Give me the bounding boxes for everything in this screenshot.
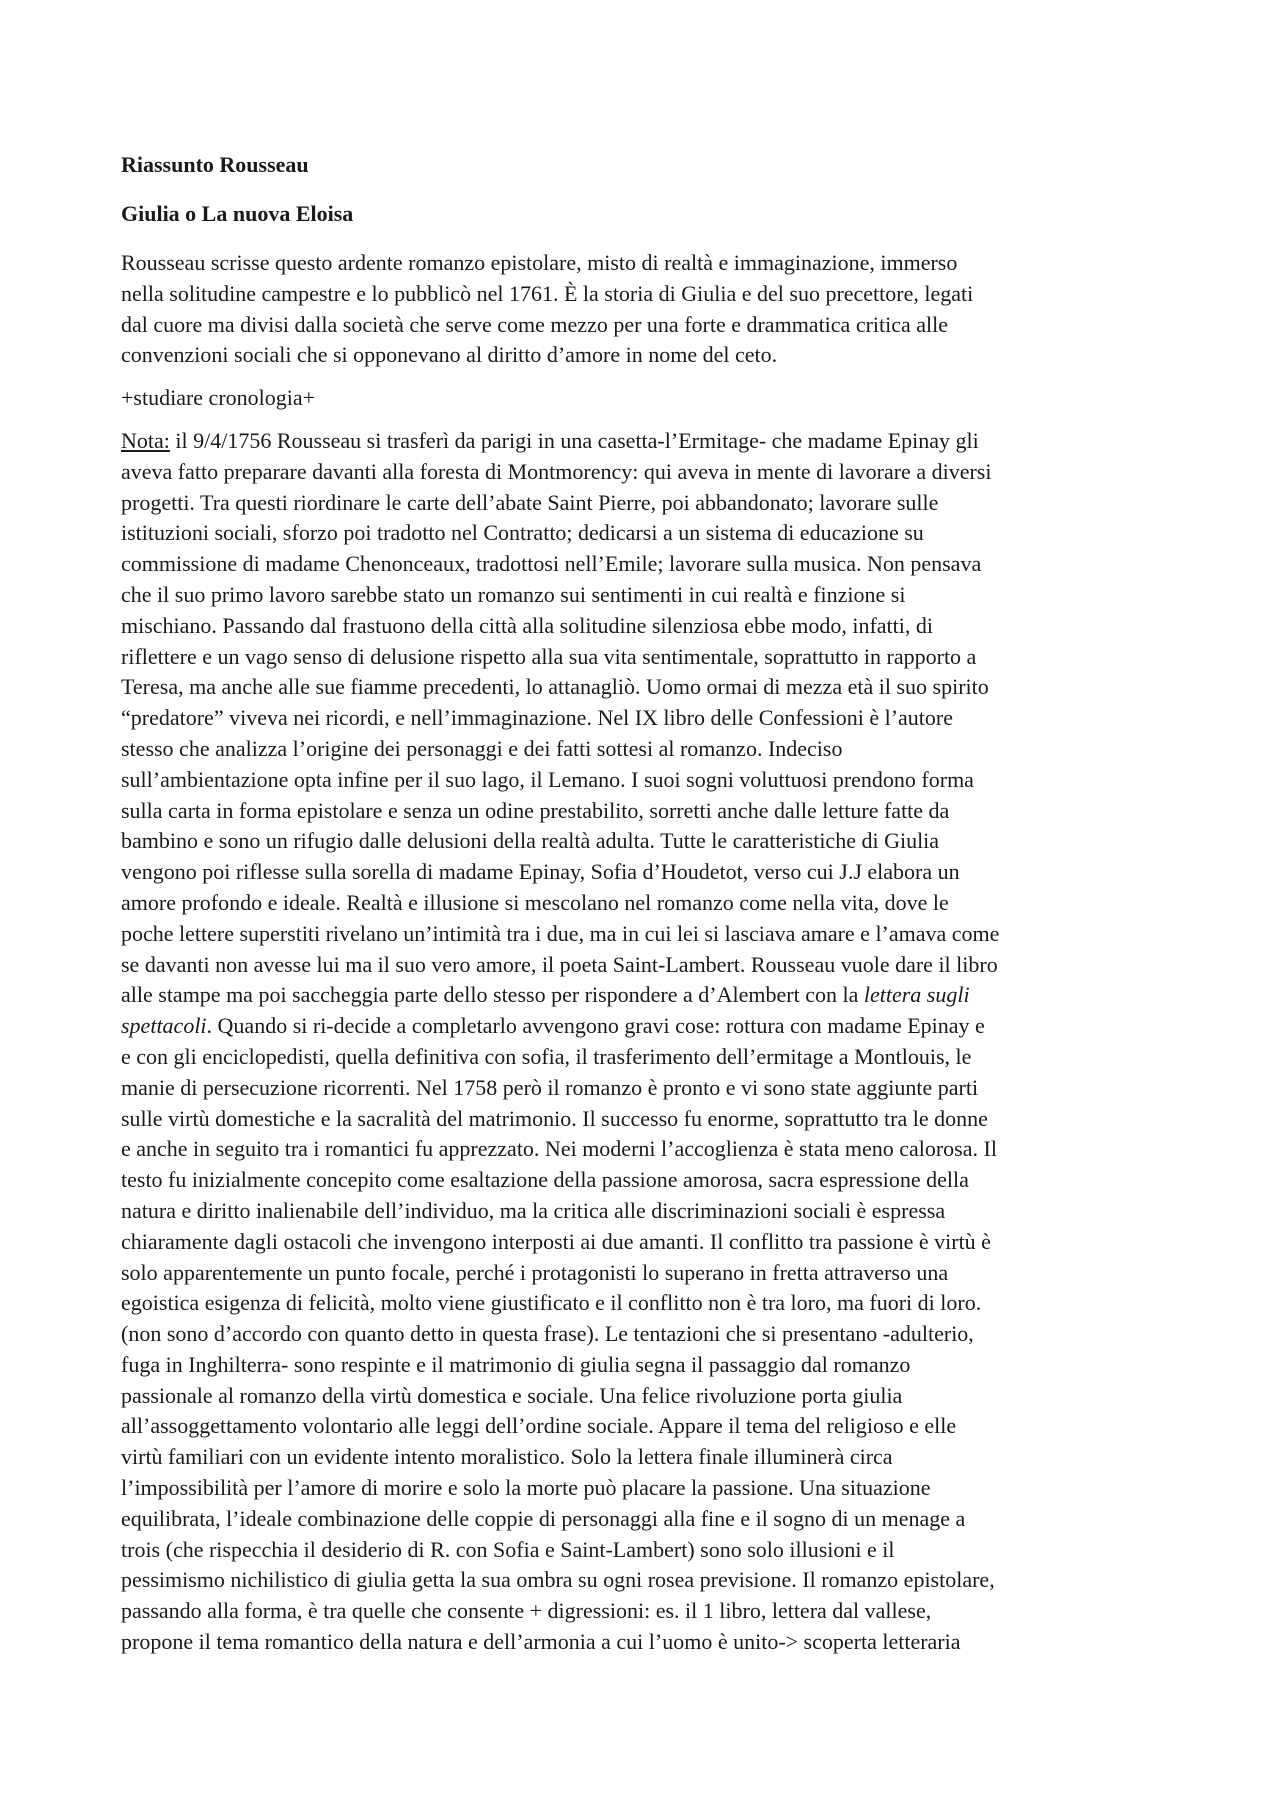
note-line: passando alla forma, è tra quelle che consente + digressioni: es. il 1 libro, lettera dal vallese, <box>121 1598 932 1624</box>
note-line: progetti. Tra questi riordinare le carte dell’abate Saint Pierre, poi abbandonato; lavorare sulle <box>121 489 939 515</box>
note-line: all’assoggettamento volontario alle leggi dell’ordine sociale. Appare il tema del religioso e elle <box>121 1413 957 1439</box>
note-line: solo apparentemente un punto focale, perché i protagonisti lo superano in fretta attraverso una <box>121 1259 949 1285</box>
note-line: egoistica esigenza di felicità, molto viene giustificato e il conflitto non è tra loro, ma fuori di loro. <box>121 1290 982 1316</box>
note-line: testo fu inizialmente concepito come esaltazione della passione amorosa, sacra espressione della <box>121 1167 969 1193</box>
note-line: sulla carta in forma epistolare e senza un odine prestabilito, sorretti anche dalle letture fatte da <box>121 797 950 823</box>
note-line: “predatore” viveva nei ricordi, e nell’immaginazione. Nel IX libro delle Confessioni è l’autore <box>121 705 954 731</box>
note-line: che il suo primo lavoro sarebbe stato un romanzo sui sentimenti in cui realtà e finzione si <box>121 581 906 607</box>
note-line: poche lettere superstiti rivelano un’intimità tra i due, ma in cui lei si lasciava amare e l’amava come <box>121 920 1000 946</box>
note-line: Teresa, ma anche alle sue fiamme precedenti, lo attanagliò. Uomo ormai di mezza età il suo spirito <box>121 674 989 700</box>
document-subtitle: Giulia o La nuova Eloisa <box>121 201 354 226</box>
note-lines-b <box>121 1042 1161 1658</box>
note-italic-title: lettera sugli <box>863 982 970 1008</box>
note-paragraph <box>121 426 1161 1658</box>
note-line: pessimismo nichilistico di giulia getta la sua ombra su ogni rosea previsione. Il romanzo epistolare, <box>121 1567 995 1593</box>
intro-line: dal cuore ma divisi dalla società che serve come mezzo per una forte e drammatica critica alle <box>121 311 949 337</box>
note-line: riflettere e un vago senso di delusione rispetto alla sua vita sentimentale, soprattutto in rapporto a <box>121 643 977 669</box>
note-italic-line-start: alle stampe ma poi saccheggia parte dello stesso per rispondere a d’Alembert con la <box>121 982 864 1008</box>
note-line: stesso che analizza l’origine dei personaggi e dei fatti sottesi al romanzo. Indeciso <box>121 735 843 761</box>
note-line: e anche in seguito tra i romantici fu apprezzato. Nei moderni l’accoglienza è stata meno calorosa. Il <box>121 1136 997 1162</box>
note-line: l’impossibilità per l’amore di morire e solo la morte può placare la passione. Una situazione <box>121 1475 931 1501</box>
note-line: istituzioni sociali, sforzo poi tradotto nel Contratto; dedicarsi a un sistema di educazione su <box>121 520 924 546</box>
note-line: propone il tema romantico della natura e dell’armonia a cui l’uomo è unito-> scoperta letteraria <box>121 1629 961 1655</box>
note-line: vengono poi riflesse sulla sorella di madame Epinay, Sofia d’Houdetot, verso cui J.J elabora un <box>121 859 960 885</box>
note-italic-line <box>121 1011 1161 1042</box>
document-title: Riassunto Rousseau <box>121 152 309 177</box>
intro-line: convenzioni sociali che si opponevano al diritto d’amore in nome del ceto. <box>121 342 778 368</box>
note-line: commissione di madame Chenonceaux, tradottosi nell’Emile; lavorare sulla musica. Non pensava <box>121 551 982 577</box>
note-line: virtù familiari con un evidente intento moralistico. Solo la lettera finale illuminerà circa <box>121 1444 893 1470</box>
note-lines-a <box>121 457 1161 981</box>
note-line: (non sono d’accordo con quanto detto in questa frase). Le tentazioni che si presentano -adulterio, <box>121 1321 974 1347</box>
document-page <box>121 150 1161 1670</box>
note-line: bambino e sono un rifugio dalle delusioni della realtà adulta. Tutte le caratteristiche di Giulia <box>121 828 940 854</box>
note-italic-line <box>121 980 1161 1011</box>
note-line: manie di persecuzione ricorrenti. Nel 1758 però il romanzo è pronto e vi sono state aggiunte parti <box>121 1074 979 1100</box>
note-line: sull’ambientazione opta infine per il suo lago, il Lemano. I suoi sogni voluttuosi prendono forma <box>121 766 974 792</box>
study-note: +studiare cronologia+ <box>121 385 316 411</box>
note-first-line <box>121 426 1161 457</box>
note-line: trois (che rispecchia il desiderio di R. con Sofia e Saint-Lambert) sono solo illusioni e il <box>121 1536 895 1562</box>
note-label: Nota: <box>121 427 170 453</box>
note-line: e con gli enciclopedisti, quella definitiva con sofia, il trasferimento dell’ermitage a Montlouis, le <box>121 1043 972 1069</box>
note-line: natura e diritto inalienabile dell’individuo, ma la critica alle discriminazioni sociali è espressa <box>121 1197 946 1223</box>
note-line: equilibrata, l’ideale combinazione delle coppie di personaggi alla fine e il sogno di un menage a <box>121 1505 966 1531</box>
intro-line: Rousseau scrisse questo ardente romanzo epistolare, misto di realtà e immaginazione, immerso <box>121 250 958 275</box>
note-first-line-text: il 9/4/1756 Rousseau si trasferì da parigi in una casetta-l’Ermitage- che madame Epinay gli <box>169 427 979 453</box>
note-line: passionale al romanzo della virtù domestica e sociale. Una felice rivoluzione porta giulia <box>121 1382 903 1408</box>
note-line: amore profondo e ideale. Realtà e illusione si mescolano nel romanzo come nella vita, dove le <box>121 889 949 915</box>
note-line: mischiano. Passando dal frastuono della città alla solitudine silenziosa ebbe modo, infatti, di <box>121 612 933 638</box>
note-line: chiaramente dagli ostacoli che invengono interposti ai due amanti. Il conflitto tra passione è virtù è <box>121 1228 991 1254</box>
note-italic-title-cont: spettacoli <box>121 1013 207 1039</box>
note-line: aveva fatto preparare davanti alla foresta di Montmorency: qui aveva in mente di lavorare a diversi <box>121 458 992 484</box>
note-line: se davanti non avesse lui ma il suo vero amore, il poeta Saint-Lambert. Rousseau vuole dare il libro <box>121 951 998 977</box>
note-italic-line-end: . Quando si ri-decide a completarlo avvengono gravi cose: rottura con madame Epinay e <box>206 1013 985 1039</box>
intro-line: nella solitudine campestre e lo pubblicò nel 1761. È la storia di Giulia e del suo precettore, legati <box>121 280 974 306</box>
intro-paragraph <box>121 248 1161 371</box>
note-line: sulle virtù domestiche e la sacralità del matrimonio. Il successo fu enorme, soprattutto tra le donne <box>121 1105 988 1131</box>
note-line: fuga in Inghilterra- sono respinte e il matrimonio di giulia segna il passaggio dal romanzo <box>121 1351 911 1377</box>
